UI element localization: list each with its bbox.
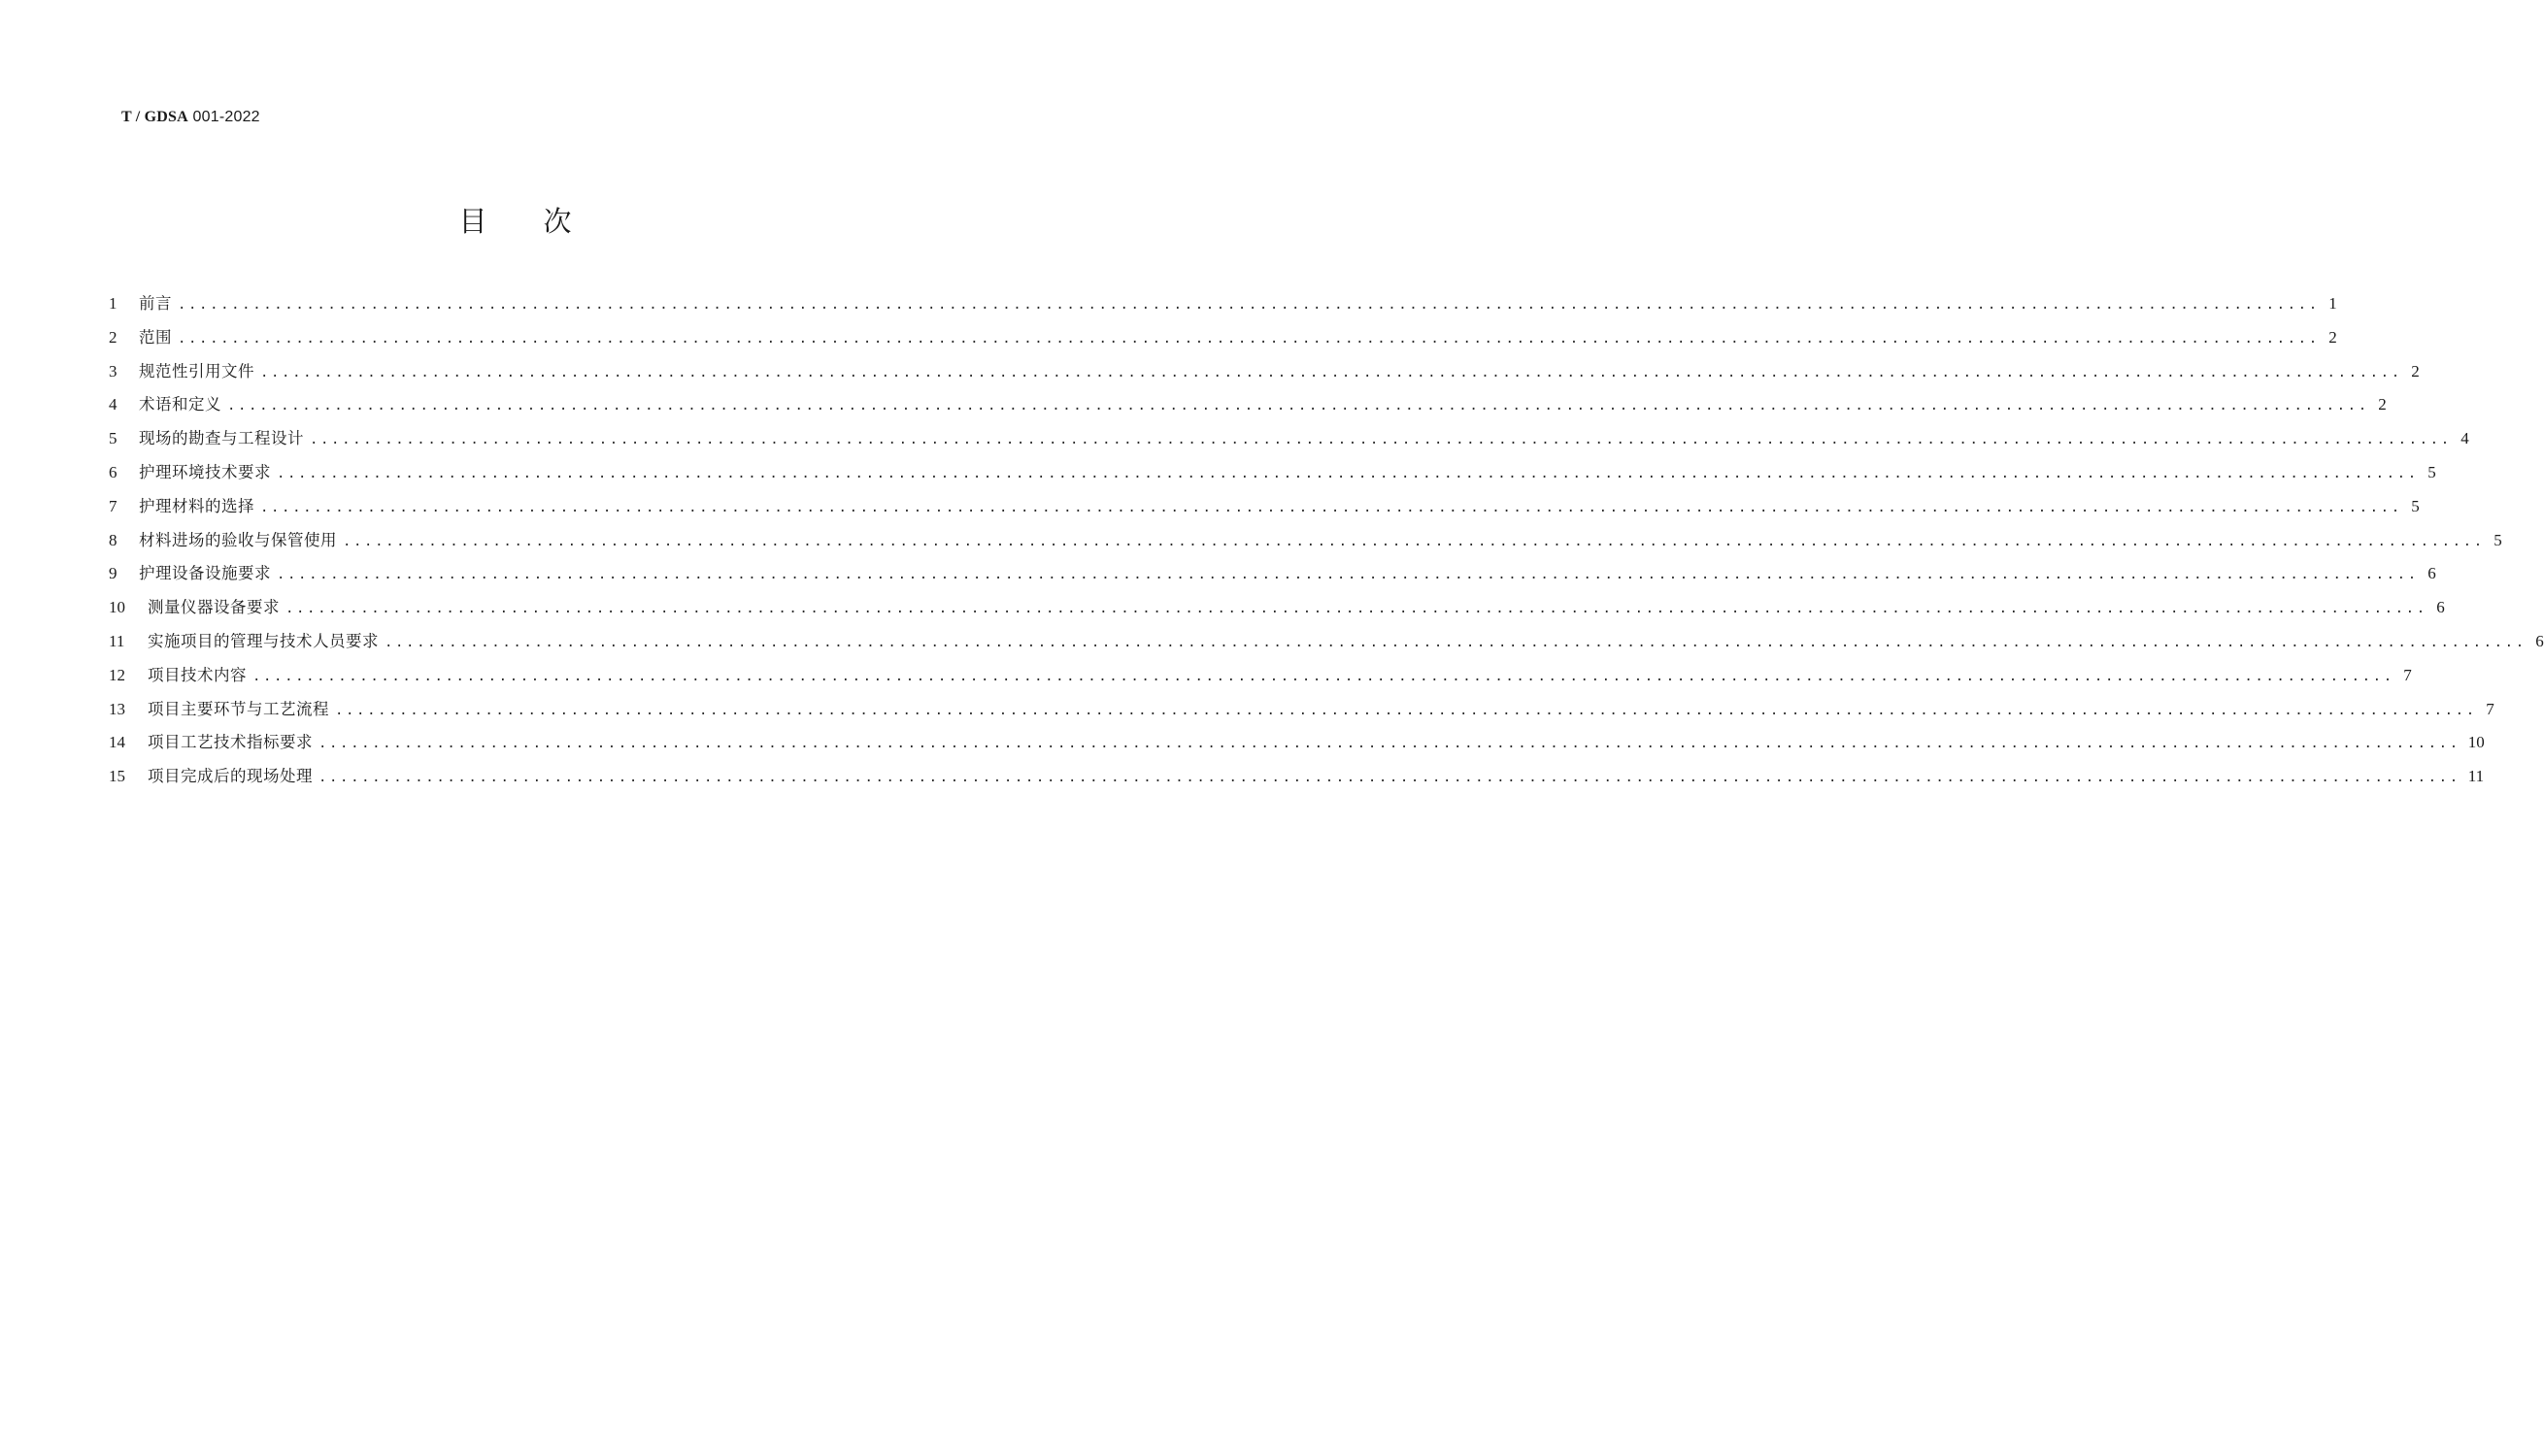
toc-entry-leader: ........................................................................................................................................................................................................ — [260, 499, 2402, 515]
toc-entry-label: 术语和定义 — [139, 395, 221, 414]
table-of-contents — [109, 287, 2544, 794]
toc-entry-number: 14 — [109, 733, 125, 752]
toc-entry-number: 5 — [109, 429, 117, 448]
toc-entry[interactable] — [109, 557, 2436, 591]
toc-entry[interactable] — [109, 490, 2420, 524]
toc-entry-page: 5 — [2411, 496, 2420, 515]
toc-entry[interactable] — [109, 659, 2412, 693]
toc-entry-number: 3 — [109, 361, 117, 381]
toc-entry-label: 测量仪器设备要求 — [148, 598, 280, 617]
toc-entry-number: 10 — [109, 598, 125, 617]
toc-entry-leader: ........................................................................................................................................................................................................ — [277, 567, 2419, 583]
toc-entry-label: 护理设备设施要求 — [139, 564, 271, 583]
toc-entry-leader: ........................................................................................................................................................................................................ — [318, 736, 2460, 752]
toc-entry-leader: ........................................................................................................................................................................................................ — [385, 634, 2527, 650]
toc-entry-page: 11 — [2467, 767, 2485, 786]
toc-entry[interactable] — [109, 760, 2485, 794]
toc-entry-number: 6 — [109, 462, 117, 481]
toc-entry[interactable] — [109, 456, 2436, 490]
toc-entry-page: 6 — [2427, 564, 2436, 583]
toc-entry-leader: ........................................................................................................................................................................................................ — [178, 297, 2320, 313]
document-code-number: 001-2022 — [192, 109, 260, 125]
toc-entry-page: 10 — [2467, 733, 2485, 752]
toc-entry[interactable] — [109, 388, 2387, 422]
toc-entry-label: 材料进场的验收与保管使用 — [139, 530, 337, 549]
toc-entry-leader: ........................................................................................................................................................................................................ — [252, 668, 2394, 684]
toc-entry-label: 项目完成后的现场处理 — [148, 767, 313, 786]
toc-entry-label: 前言 — [139, 294, 172, 313]
toc-entry-label: 护理环境技术要求 — [139, 462, 271, 481]
toc-entry-label: 项目技术内容 — [148, 665, 247, 684]
toc-entry-label: 范围 — [139, 327, 172, 347]
toc-entry-number: 7 — [109, 496, 117, 515]
toc-entry-page: 2 — [2328, 327, 2337, 347]
toc-entry-leader: ........................................................................................................................................................................................................ — [310, 432, 2452, 448]
toc-entry-number: 4 — [109, 395, 117, 414]
toc-entry-leader: ........................................................................................................................................................................................................ — [260, 364, 2402, 381]
toc-title: 目次 — [458, 205, 628, 238]
toc-entry-label: 实施项目的管理与技术人员要求 — [148, 631, 379, 650]
toc-entry[interactable] — [109, 625, 2544, 659]
toc-entry-page: 7 — [2403, 665, 2412, 684]
toc-entry-label: 规范性引用文件 — [139, 361, 254, 381]
toc-entry[interactable] — [109, 287, 2337, 321]
toc-entry-leader: ........................................................................................................................................................................................................ — [343, 533, 2485, 549]
toc-entry-leader: ........................................................................................................................................................................................................ — [178, 330, 2320, 347]
toc-entry[interactable] — [109, 355, 2420, 389]
toc-entry-page: 7 — [2486, 699, 2494, 718]
toc-entry-page: 5 — [2494, 530, 2502, 549]
toc-entry-leader: ........................................................................................................................................................................................................ — [318, 770, 2460, 786]
toc-entry-number: 13 — [109, 699, 125, 718]
toc-entry-number: 15 — [109, 767, 125, 786]
toc-entry-number: 1 — [109, 294, 117, 313]
toc-entry-leader: ........................................................................................................................................................................................................ — [285, 601, 2427, 617]
toc-entry-page: 1 — [2328, 294, 2337, 313]
toc-entry-number: 2 — [109, 327, 117, 347]
toc-entry[interactable] — [109, 726, 2485, 760]
toc-entry-label: 项目工艺技术指标要求 — [148, 733, 313, 752]
toc-entry-number: 9 — [109, 564, 117, 583]
toc-entry-number: 11 — [109, 631, 125, 650]
toc-entry-page: 2 — [2378, 395, 2387, 414]
toc-entry-label: 项目主要环节与工艺流程 — [148, 699, 329, 718]
toc-entry[interactable] — [109, 591, 2445, 625]
toc-entry-leader: ........................................................................................................................................................................................................ — [277, 465, 2419, 481]
toc-entry-number: 8 — [109, 530, 117, 549]
toc-entry-page: 6 — [2436, 598, 2445, 617]
document-code-prefix: T / GDSA — [121, 109, 188, 125]
toc-entry-leader: ........................................................................................................................................................................................................ — [335, 702, 2477, 718]
toc-entry-page: 6 — [2535, 631, 2544, 650]
toc-entry-label: 护理材料的选择 — [139, 496, 254, 515]
toc-entry[interactable] — [109, 422, 2469, 456]
toc-entry-label: 现场的勘查与工程设计 — [139, 429, 304, 448]
toc-entry-number: 12 — [109, 665, 125, 684]
toc-entry-page: 5 — [2427, 462, 2436, 481]
toc-entry[interactable] — [109, 524, 2502, 558]
toc-entry-leader: ........................................................................................................................................................................................................ — [227, 398, 2369, 414]
document-code — [121, 109, 260, 126]
toc-entry-page: 2 — [2411, 361, 2420, 381]
toc-entry-page: 4 — [2460, 429, 2469, 448]
toc-entry[interactable] — [109, 693, 2494, 727]
toc-entry[interactable] — [109, 321, 2337, 355]
